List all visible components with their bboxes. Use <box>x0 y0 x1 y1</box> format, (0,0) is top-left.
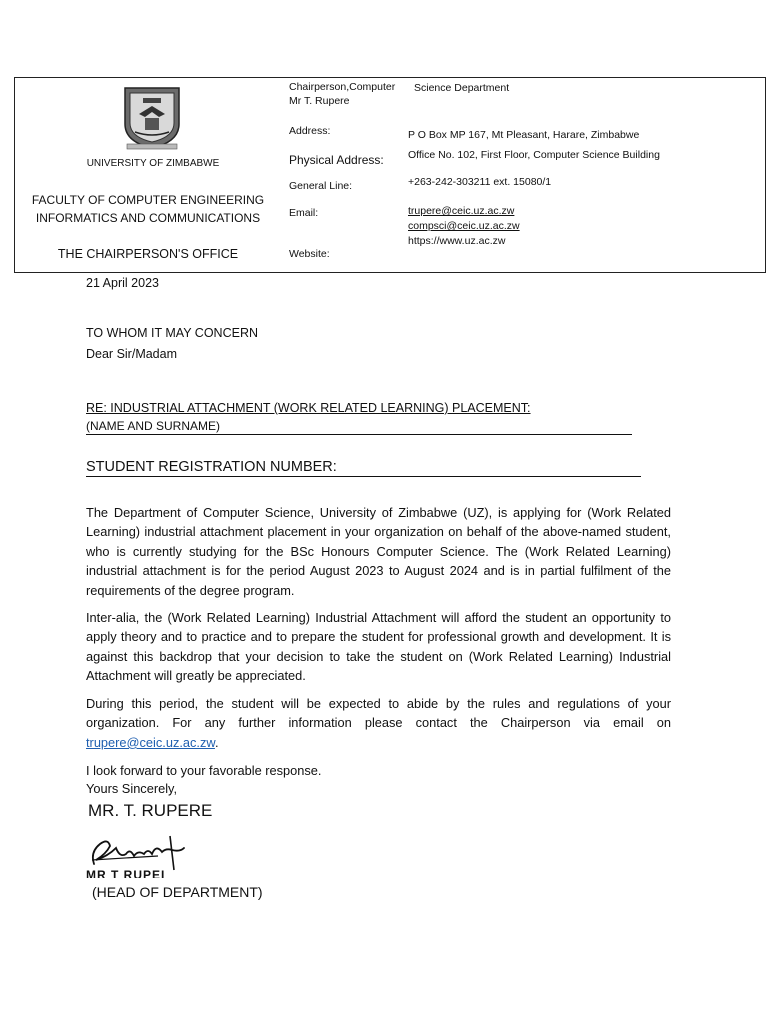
paragraph-3-end: . <box>214 734 219 750</box>
chair-title-part-b: Science Department <box>414 82 510 94</box>
paragraph-1: The Department of Computer Science, University of Zimbabwe (UZ), is applying for (Work Related Learning) industrial attachment placement in your organization on behalf of the above-named student, who is currently studying for the BSc Honours Computer Science. The (Work Related Learning) industrial attachment is for the period August 2023 to August 2024 and is in partial fulfilment of the requirements of the degree program. <box>86 505 671 598</box>
university-name: UNIVERSITY OF ZIMBABWE <box>86 158 220 169</box>
physical-address-label: Physical Address: <box>289 153 384 167</box>
paragraph-3-text: During this period, the student will be expected to abide by the rules and regulations of your organization. For any further information please contact the Chairperson via email on <box>86 696 671 731</box>
recipient-line: TO WHOM IT MAY CONCERN <box>86 326 258 340</box>
paragraph-2: Inter-alia, the (Work Related Learning) Industrial Attachment will afford the student an opportunity to apply theory and to practice and to prepare the student for professional growth and development. It is against this backdrop that your decision to take the student on (Work Related Learning) Industrial Attachment will greatly be appreciated. <box>86 610 671 684</box>
phone-value: +263-242-303211 ext. 15080/1 <box>408 176 552 188</box>
salutation: Dear Sir/Madam <box>86 347 177 361</box>
email-link-1[interactable]: trupere@ceic.uz.ac.zw <box>408 205 515 217</box>
registration-number-label: STUDENT REGISTRATION NUMBER: <box>86 459 337 475</box>
faculty-line-2: INFORMATICS AND COMMUNICATIONS <box>35 211 261 225</box>
university-crest-logo <box>121 84 183 150</box>
letter-date: 21 April 2023 <box>86 276 159 290</box>
faculty-name <box>24 191 272 227</box>
stamp-text: MR T RUPEI <box>86 868 166 878</box>
closing-line: I look forward to your favorable response. <box>86 763 322 778</box>
student-name-placeholder: (NAME AND SURNAME) <box>86 419 221 433</box>
registration-number-line <box>86 459 641 477</box>
student-name-line <box>86 419 632 435</box>
chair-name: Mr T. Rupere <box>289 95 350 107</box>
faculty-line-1: FACULTY OF COMPUTER ENGINEERING <box>31 193 265 207</box>
signatory-name: MR. T. RUPERE <box>88 801 213 820</box>
address-value: P O Box MP 167, Mt Pleasant, Harare, Zimbabwe <box>408 129 640 141</box>
subject-line: RE: INDUSTRIAL ATTACHMENT (WORK RELATED LEARNING) PLACEMENT: <box>86 401 531 415</box>
email-link-2[interactable]: compsci@ceic.uz.ac.zw <box>408 220 520 232</box>
website-label: Website: <box>289 248 330 260</box>
stamp-name-clipped <box>86 868 186 878</box>
phone-label: General Line: <box>289 180 353 192</box>
office-name: THE CHAIRPERSON'S OFFICE <box>57 247 239 261</box>
website-link[interactable]: https://www.uz.ac.zw <box>408 235 506 247</box>
physical-address-value: Office No. 102, First Floor, Computer Science Building <box>408 149 660 161</box>
paragraph-3 <box>86 694 671 752</box>
chair-title-part-a: Chairperson,Computer <box>289 81 396 93</box>
sign-off: Yours Sincerely, <box>86 781 178 796</box>
chairperson-email-link[interactable]: trupere@ceic.uz.ac.zw <box>86 734 215 750</box>
signatory-role: (HEAD OF DEPARTMENT) <box>92 884 263 900</box>
address-label: Address: <box>289 125 331 137</box>
email-label: Email: <box>289 207 319 219</box>
